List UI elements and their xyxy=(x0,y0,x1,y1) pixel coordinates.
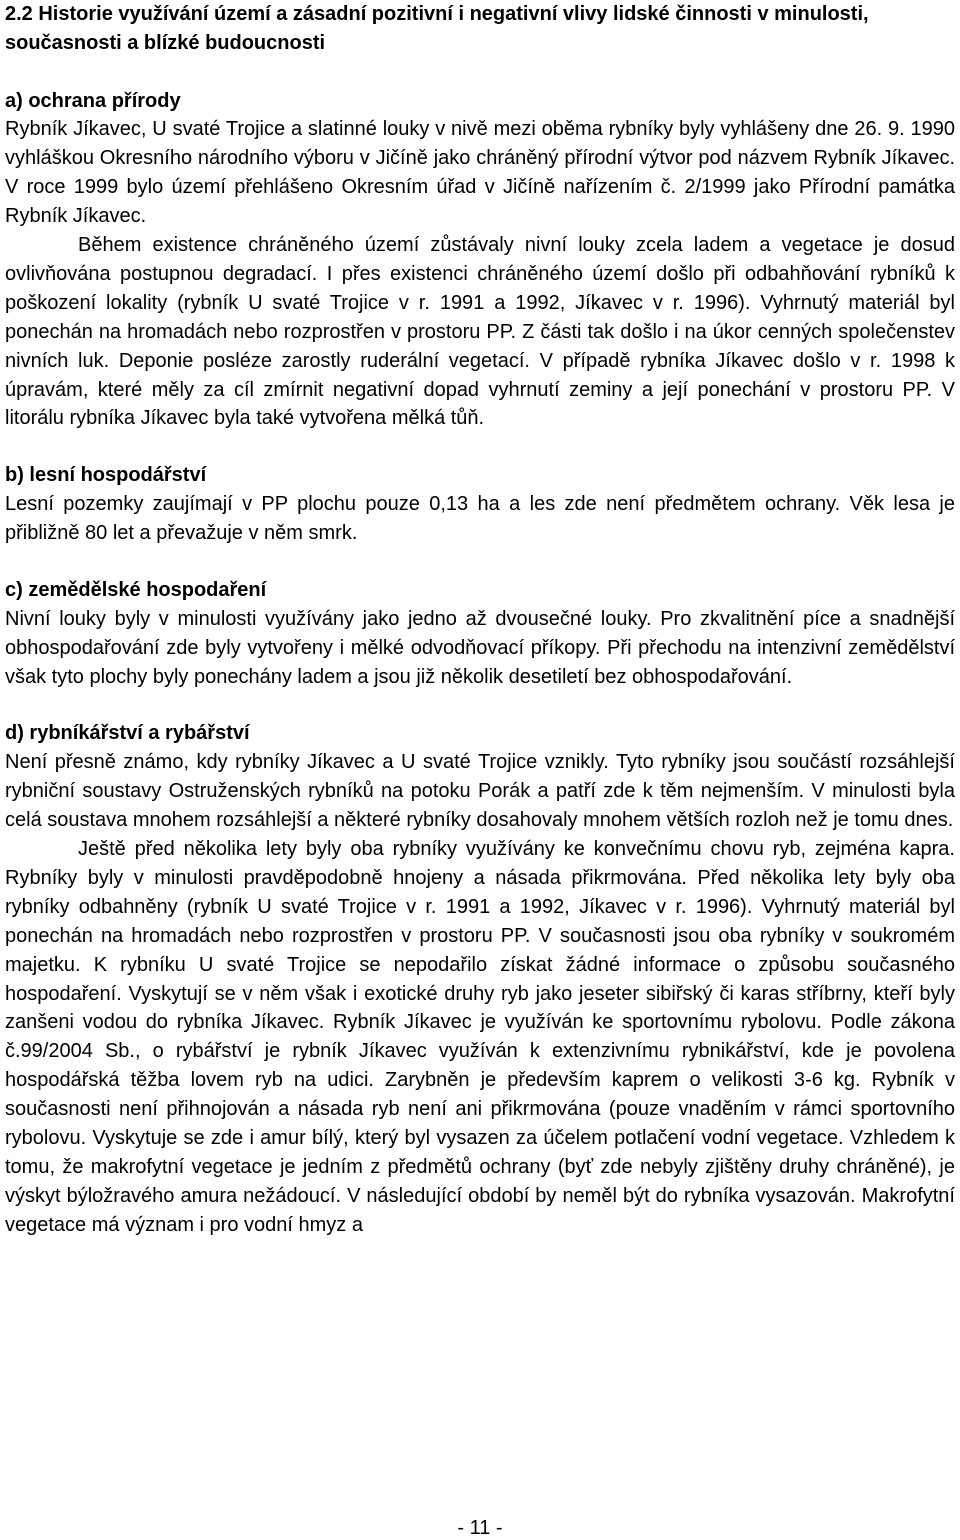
section-a-paragraph-2: Během existence chráněného území zůstávaly nivní louky zcela ladem a vegetace je dosud ovlivňována postupnou degradací. I přes existenci chráněného území došlo při odbahňování rybníků k poškození lokality (rybník U svaté Trojice v r. 1991 a 1992, Jíkavec v r. 1996). Vyhrnutý materiál byl ponechán na hromadách nebo rozprostřen v prostoru PP. Z části tak došlo i na úkor cenných společenstev nivních luk. Deponie posléze zarostly ruderální vegetací. V případě rybníka Jíkavec došlo v r. 1998 k úpravám, které měly za cíl zmírnit negativní dopad vyhrnutí zeminy a její ponechání v prostoru PP. V litorálu rybníka Jíkavec byla také vytvořena mělká tůň. xyxy=(5,234,955,430)
spacer xyxy=(5,691,955,719)
spacer xyxy=(5,58,955,87)
section-c xyxy=(5,576,955,692)
section-heading-c: c) zemědělské hospodaření xyxy=(5,578,267,601)
section-a-paragraph-1: Rybník Jíkavec, U svaté Trojice a slatinné louky v nivě mezi oběma rybníky byly vyhlášeny dne 26. 9. 1990 vyhláškou Okresního národního výboru v Jičíně jako chráněný přírodní výtvor pod názvem Rybník Jíkavec. V roce 1999 bylo území přehlášeno Okresním úřad v Jičíně nařízením č. 2/1999 jako Přírodní památka Rybník Jíkavec. xyxy=(5,118,955,228)
section-a xyxy=(5,87,955,434)
page-title: 2.2 Historie využívání území a zásadní pozitivní i negativní vlivy lidské činnosti v minulosti, současnosti a blízké budoucnosti xyxy=(5,3,869,54)
section-d xyxy=(5,719,955,1239)
page-number: - 11 - xyxy=(457,1517,503,1539)
document-page xyxy=(5,0,955,1240)
spacer xyxy=(5,548,955,576)
section-heading-b: b) lesní hospodářství xyxy=(5,464,207,487)
section-d-paragraph-2: Ještě před několika lety byly oba rybníky využívány ke konvečnímu chovu ryb, zejména kapra. Rybníky byly v minulosti pravděpodobně hnojeny a násada přikrmována. Před několika lety byly oba rybníky odbahněny (rybník U svaté Trojice v r. 1991 a 1992, Jíkavec v r. 1996). Vyhrnutý materiál byl ponechán na hromadách nebo rozprostřen v prostoru PP. V současnosti jsou oba rybníky v soukromém majetku. K rybníku U svaté Trojice se nepodařilo získat žádné informace o způsobu současného hospodaření. Vyskytují se v něm však i exotické druhy ryb jako jeseter sibiřský či karas stříbrny, kteří byly zanšeni vodou do rybníka Jíkavec. Rybník Jíkavec je využíván ke sportovnímu rybolovu. Podle zákona č.99/2004 Sb., o rybářství je rybník Jíkavec využíván k extenzivnímu rybnikářství, kde je povolena hospodářská těžba lovem ryb na udici. Zarybněn je především kaprem o velikosti 3-6 kg. Rybník v současnosti není přihnojován a násada ryb není ani přikrmována (pouze vnaděním v rámci sportovního rybolovu. Vyskytuje se zde i amur bílý, který byl vysazen za účelem potlačení vodní vegetace. Vzhledem k tomu, že makrofytní vegetace je jedním z předmětů ochrany (byť zde nebyly zjištěny druhy chráněné), je výskyt býložravého amura nežádoucí. V následující období by neměl být do rybníka vysazován. Makrofytní vegetace má význam i pro vodní hmyz a xyxy=(5,838,955,1236)
section-heading-a: a) ochrana přírody xyxy=(5,89,181,112)
section-c-paragraph-1: Nivní louky byly v minulosti využívány jako jedno až dvousečné louky. Pro zkvalitnění píce a snadnější obhospodařování zde byly vytvořeny i mělké odvodňovací příkopy. Při přechodu na intenzivní zemědělství však tyto plochy byly ponechány ladem a jsou již několik desetiletí bez obhospodařování. xyxy=(5,607,955,688)
section-heading-d: d) rybníkářství a rybářství xyxy=(5,722,250,745)
section-b xyxy=(5,461,955,548)
section-b-paragraph-1: Lesní pozemky zaujímají v PP plochu pouze 0,13 ha a les zde není předmětem ochrany. Věk lesa je přibližně 80 let a převažuje v něm smrk. xyxy=(5,493,955,545)
spacer xyxy=(5,433,955,461)
section-d-paragraph-1: Není přesně známo, kdy rybníky Jíkavec a U svaté Trojice vznikly. Tyto rybníky jsou součástí rozsáhlejší rybniční soustavy Ostruženských rybníků na potoku Porák a patří zde k těm nejmenším. V minulosti byla celá soustava mnohem rozsáhlejší a některé rybníky dosahovaly mnohem větších rozloh než je tomu dnes. xyxy=(5,751,955,832)
